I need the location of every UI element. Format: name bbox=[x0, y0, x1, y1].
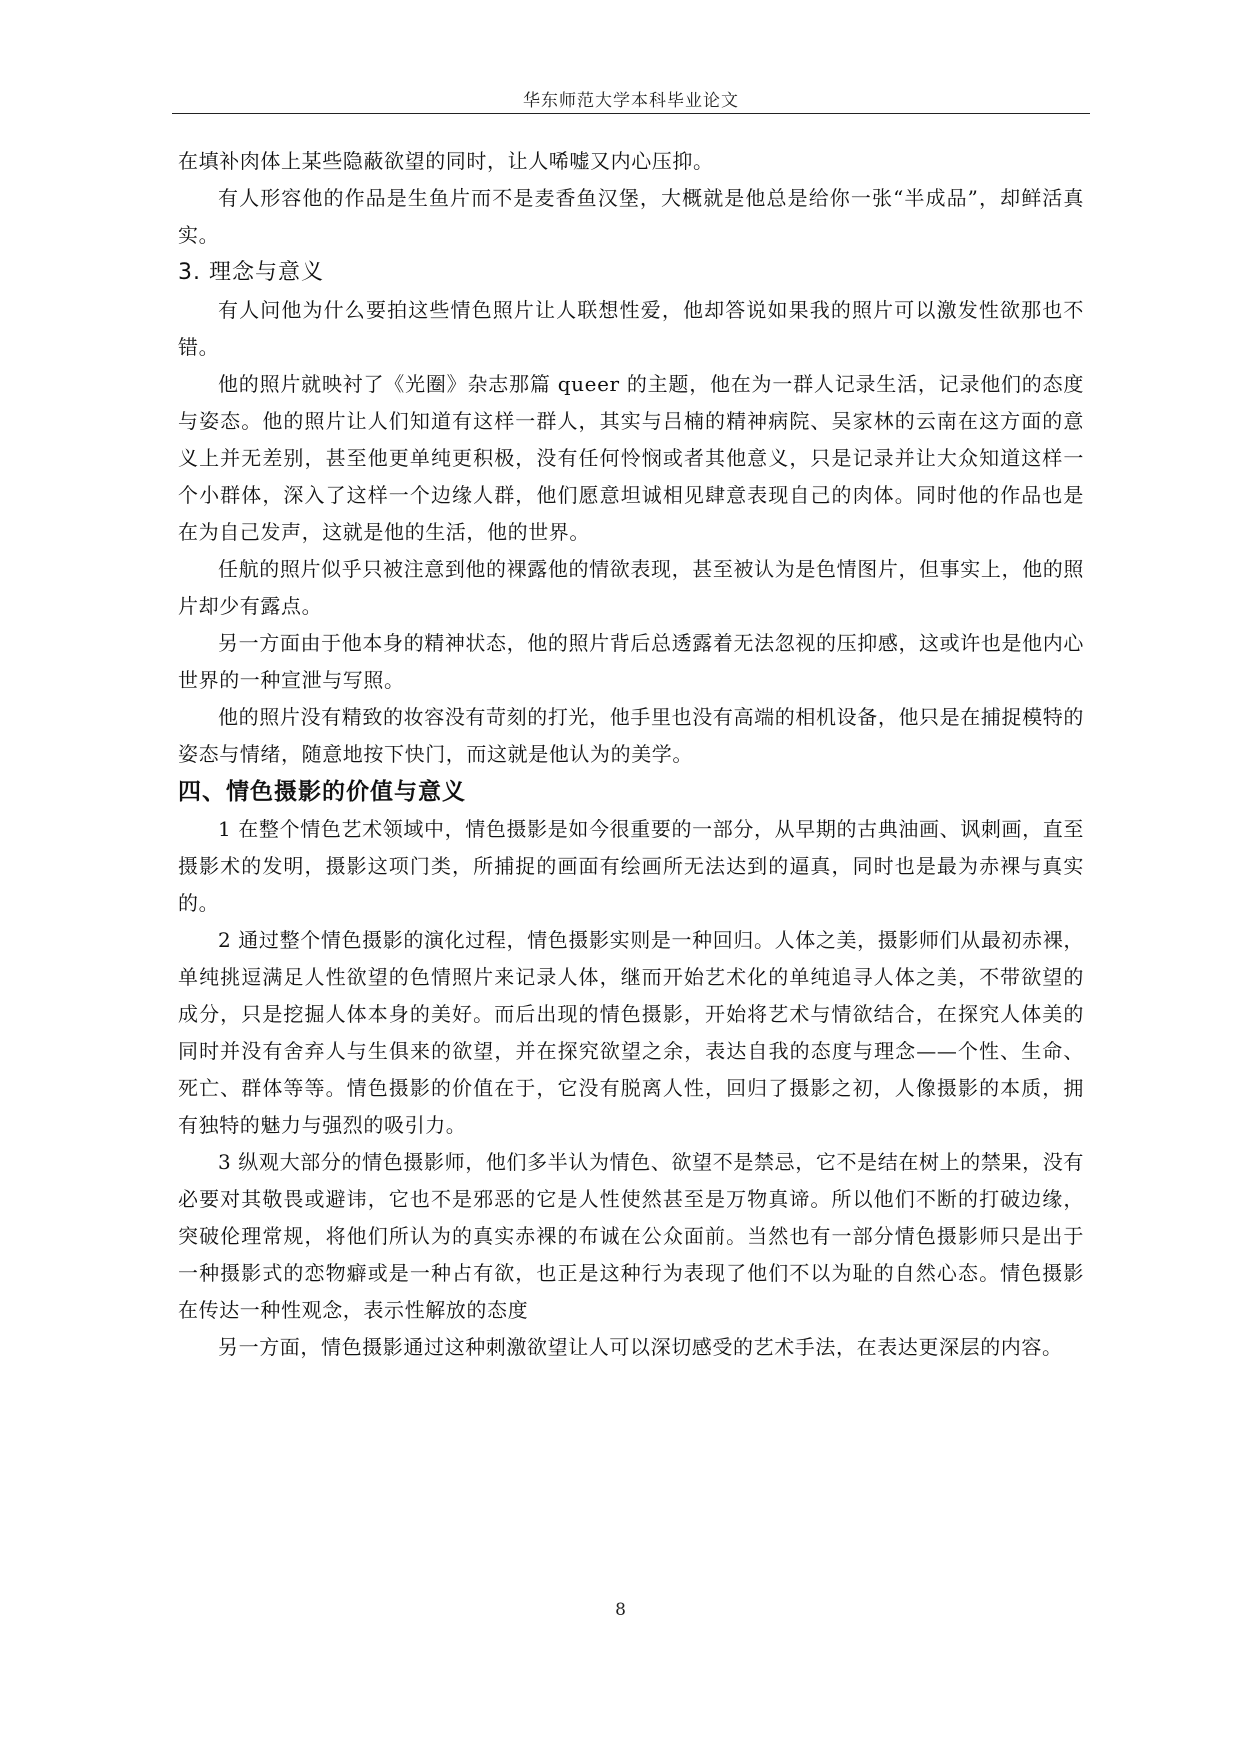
paragraph: 1 在整个情色艺术领域中，情色摄影是如今很重要的一部分，从早期的古典油画、讽刺画，直至摄影术的发明，摄影这项门类，所捕捉的画面有绘画所无法达到的逼真，同时也是最为赤裸与真实的。 bbox=[178, 817, 1084, 915]
paragraph: 他的照片没有精致的妆容没有苛刻的打光，他手里也没有高端的相机设备，他只是在捕捉模特的姿态与情绪，随意地按下快门，而这就是他认为的美学。 bbox=[178, 705, 1084, 766]
paragraph: 2 通过整个情色摄影的演化过程，情色摄影实则是一种回归。人体之美，摄影师们从最初赤裸，单纯挑逗满足人性欲望的色情照片来记录人体，继而开始艺术化的单纯追寻人体之美，不带欲望的成分，只是挖掘人体本身的美好。而后出现的情色摄影，开始将艺术与情欲结合，在探究人体美的同时并没有舍弃人与生俱来的欲望，并在探究欲望之余，表达自我的态度与理念——个性、生命、死亡、群体等等。情色摄影的价值在于，它没有脱离人性，回归了摄影之初，人像摄影的本质，拥有独特的魅力与强烈的吸引力。 bbox=[178, 928, 1084, 1137]
page-number: 8 bbox=[615, 1600, 626, 1620]
paragraph: 任航的照片似乎只被注意到他的裸露他的情欲表现，甚至被认为是色情图片，但事实上，他的照片却少有露点。 bbox=[178, 557, 1084, 618]
header-rule bbox=[172, 113, 1090, 114]
paragraph: 在填补肉体上某些隐蔽欲望的同时，让人唏嘘又内心压抑。 bbox=[178, 149, 714, 173]
paragraph: 有人形容他的作品是生鱼片而不是麦香鱼汉堡，大概就是他总是给你一张“半成品”，却鲜活真实。 bbox=[178, 186, 1084, 247]
paragraph: 他的照片就映衬了《光圈》杂志那篇 queer 的主题，他在为一群人记录生活，记录他们的态度与姿态。他的照片让人们知道有这样一群人，其实与吕楠的精神病院、吴家林的云南在这方面的意义上并无差别，甚至他更单纯更积极，没有任何怜悯或者其他意义，只是记录并让大众知道这样一个小群体，深入了这样一个边缘人群，他们愿意坦诚相见肆意表现自己的肉体。同时他的作品也是在为自己发声，这就是他的生活，他的世界。 bbox=[178, 372, 1084, 544]
section-heading: 3. 理念与意义 bbox=[178, 260, 324, 285]
paragraph: 有人问他为什么要拍这些情色照片让人联想性爱，他却答说如果我的照片可以激发性欲那也不错。 bbox=[178, 298, 1084, 359]
paragraph: 3 纵观大部分的情色摄影师，他们多半认为情色、欲望不是禁忌，它不是结在树上的禁果，没有必要对其敬畏或避讳，它也不是邪恶的它是人性使然甚至是万物真谛。所以他们不断的打破边缘，突破伦理常规，将他们所认为的真实赤裸的布诚在公众面前。当然也有一部分情色摄影师只是出于一种摄影式的恋物癖或是一种占有欲，也正是这种行为表现了他们不以为耻的自然心态。情色摄影在传达一种性观念，表示性解放的态度 bbox=[178, 1150, 1084, 1322]
paragraph: 另一方面，情色摄影通过这种刺激欲望让人可以深切感受的艺术手法，在表达更深层的内容。 bbox=[218, 1335, 1063, 1359]
chapter-heading: 四、情色摄影的价值与意义 bbox=[178, 779, 466, 805]
body-text bbox=[178, 143, 1084, 1366]
running-header: 华东师范大学本科毕业论文 bbox=[523, 91, 739, 111]
paragraph: 另一方面由于他本身的精神状态，他的照片背后总透露着无法忽视的压抑感，这或许也是他内心世界的一种宣泄与写照。 bbox=[178, 631, 1084, 692]
